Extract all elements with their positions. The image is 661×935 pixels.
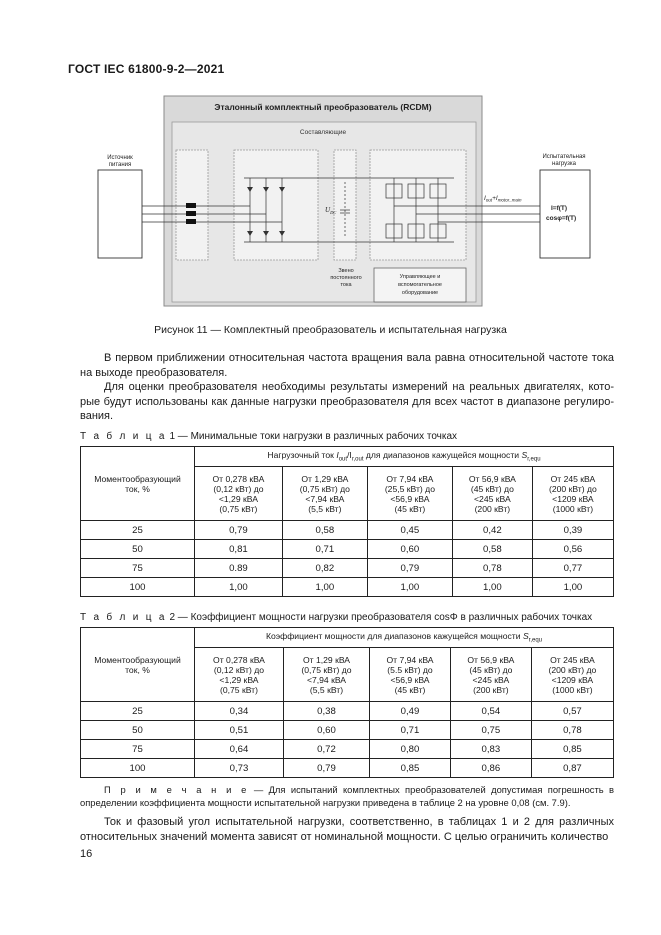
- table-cell: 0,75: [450, 721, 531, 740]
- table-cell: 0,86: [450, 759, 531, 778]
- udc-label: $U_{DC}$: [325, 206, 337, 215]
- table-row: [81, 702, 614, 721]
- table-cell: 0,71: [282, 540, 367, 559]
- table1-caption: Т а б л и ц а 1 — Минимальные токи нагрузки в различных рабочих точках: [80, 431, 458, 442]
- converter-diagram: [94, 92, 605, 310]
- load-label-line1: Испытательная: [542, 154, 586, 160]
- table-cell: 1,00: [532, 578, 613, 597]
- table-row: [81, 759, 614, 778]
- table-cell: 75: [81, 740, 195, 759]
- table-cell: 1,00: [452, 578, 532, 597]
- table-cell: 0,77: [532, 559, 613, 578]
- table-cell: 0,54: [450, 702, 531, 721]
- table-cell: 100: [81, 578, 195, 597]
- inverter-box: [370, 150, 466, 260]
- table-cell: 0,34: [195, 702, 284, 721]
- table-cell: 75: [81, 559, 195, 578]
- figure-caption: Рисунок 11 — Комплектный преобразователь и испытательная нагрузка: [154, 324, 507, 336]
- table2-row-header: Моментообразующий ток, %: [81, 628, 195, 702]
- table1-group-header: Нагрузочный ток $I_{out}/I_{r,out}$ для диапазонов кажущейся мощности $S_{r,equ}$: [195, 447, 614, 467]
- document-header: ГОСТ IEC 61800-9-2—2021: [68, 62, 225, 76]
- table-cell: 0,78: [531, 721, 613, 740]
- table-cell: 0,79: [195, 521, 283, 540]
- power-source-box: [98, 170, 142, 258]
- table-cell: 0.89: [195, 559, 283, 578]
- table-cell: 25: [81, 521, 195, 540]
- table-cell: 0,80: [370, 740, 451, 759]
- table-cell: 0,38: [283, 702, 369, 721]
- closing-paragraph: Ток и фазовый угол испытательной нагрузки, соответственно, в таблицах 1 и 2 для различных относительных значений момента зависят от номинальной мощности. С целью ограничить количество: [80, 816, 614, 843]
- load-eq1: I=f(T): [551, 205, 568, 212]
- table-cell: 0,39: [532, 521, 613, 540]
- table-cell: 0,64: [195, 740, 284, 759]
- load-eq2: cosφ=f(T): [546, 215, 577, 222]
- reactor-coils: [186, 203, 196, 224]
- dc-link-box: [334, 150, 356, 260]
- dc-label-line3: тока: [340, 282, 352, 288]
- table-cell: 100: [81, 759, 195, 778]
- load-label-line2: нагрузка: [552, 161, 576, 167]
- table1-row-header: Моментообразующий ток, %: [81, 447, 195, 521]
- table-cell: 0,85: [370, 759, 451, 778]
- test-load-box: [540, 170, 590, 258]
- dc-label-line1: Звено: [338, 268, 354, 274]
- page-number: 16: [80, 848, 93, 860]
- table2-group-header: Коэффициент мощности для диапазонов кажущейся мощности $S_{r,equ}$: [195, 628, 614, 648]
- table1-col-header: От 245 кВА (200 кВт) до <1209 кВА (1000 кВт): [532, 467, 613, 521]
- table-cell: 50: [81, 540, 195, 559]
- table-cell: 0,73: [195, 759, 284, 778]
- table2-col-header: От 0,278 кВА (0,12 кВт) до <1,29 кВА (0,75 кВт): [195, 648, 284, 702]
- table1-col-header: От 0,278 кВА (0,12 кВт) до <1,29 кВА (0,75 кВт): [195, 467, 283, 521]
- table-row: [81, 721, 614, 740]
- control-label-line1: Управляющее и: [399, 274, 441, 280]
- source-label-line2: питания: [108, 162, 132, 168]
- rcdm-title: Эталонный комплектный преобразователь (RCDM): [214, 102, 432, 112]
- table-cell: 0,45: [367, 521, 452, 540]
- table2-caption: Т а б л и ц а 2 — Коэффициент мощности нагрузки преобразователя cosΦ в различных рабочих точках: [80, 612, 593, 623]
- table-cell: 0,82: [282, 559, 367, 578]
- system-label: Составляющие: [299, 129, 347, 136]
- source-label-line1: Источник: [107, 155, 133, 161]
- table2-col-header: От 56,9 кВА (45 кВт) до <245 кВА (200 кВт): [450, 648, 531, 702]
- iout-label: $I_{out}+I_{motor\_main}$: [484, 195, 522, 203]
- table-cell: 0,81: [195, 540, 283, 559]
- table-cell: 0,78: [452, 559, 532, 578]
- table-row: [81, 559, 614, 578]
- table-cell: 50: [81, 721, 195, 740]
- table-row: [81, 540, 614, 559]
- table-cell: 0,49: [370, 702, 451, 721]
- control-label-line2: вспомогательное: [398, 282, 442, 288]
- table1-col-header: От 1,29 кВА (0,75 кВт) до <7,94 кВА (5,5 кВт): [282, 467, 367, 521]
- control-label-line3: оборудование: [401, 290, 439, 296]
- table-cell: 0,60: [283, 721, 369, 740]
- table-row: [81, 578, 614, 597]
- table-cell: 0,71: [370, 721, 451, 740]
- table-cell: 1,00: [282, 578, 367, 597]
- dc-label-line2: постоянного: [330, 275, 362, 281]
- table-cell: 0,58: [282, 521, 367, 540]
- table2-col-header: От 245 кВА (200 кВт) до <1209 кВА (1000 кВт): [531, 648, 613, 702]
- paragraph-1: В первом приближении относительная частота вращения вала равна относительной частоте тока на выходе преобразователя.: [80, 352, 614, 379]
- table1: [80, 446, 614, 597]
- table-cell: 0,51: [195, 721, 284, 740]
- table-cell: 1,00: [195, 578, 283, 597]
- table2-col-header: От 7,94 кВА (5.5 кВт) до <56,9 кВА (45 кВт): [370, 648, 451, 702]
- table-cell: 0,87: [531, 759, 613, 778]
- table-cell: 0,42: [452, 521, 532, 540]
- table-cell: 0,79: [283, 759, 369, 778]
- table-cell: 0,85: [531, 740, 613, 759]
- table2: [80, 627, 614, 778]
- table-cell: 25: [81, 702, 195, 721]
- table-row: [81, 521, 614, 540]
- table-cell: 0,79: [367, 559, 452, 578]
- paragraph-2: Для оценки преобразователя необходимы результаты измерений на реальных двигателях, которые будут использованы как данные нагрузки преобразователя для всех частот в диапазоне регулирования.: [80, 381, 614, 422]
- table-row: [81, 740, 614, 759]
- table1-col-header: От 56,9 кВА (45 кВт) до <245 кВА (200 кВт): [452, 467, 532, 521]
- table-cell: 0,83: [450, 740, 531, 759]
- table1-col-header: От 7,94 кВА (25,5 кВт) до <56,9 кВА (45 кВт): [367, 467, 452, 521]
- table-cell: 0,56: [532, 540, 613, 559]
- rectifier-box: [234, 150, 318, 260]
- table-cell: 1,00: [367, 578, 452, 597]
- table-cell: 0,57: [531, 702, 613, 721]
- table-cell: 0,58: [452, 540, 532, 559]
- table-note: П р и м е ч а н и е — Для испытаний комплектных преобразователей допустимая погрешность в определении коэффициента мощности испытательной нагрузки приведена в таблице 2 на уровне 0,08 (см. 7.9).: [80, 784, 614, 808]
- table-cell: 0,60: [367, 540, 452, 559]
- table-cell: 0,72: [283, 740, 369, 759]
- table2-col-header: От 1,29 кВА (0,75 кВт) до <7,94 кВА (5,5 кВт): [283, 648, 369, 702]
